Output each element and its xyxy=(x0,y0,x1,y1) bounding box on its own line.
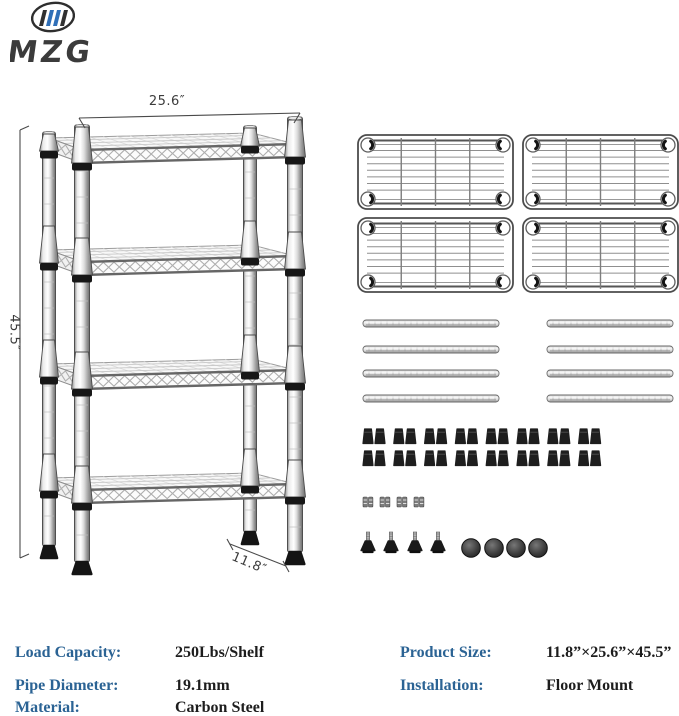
pole-part xyxy=(547,346,673,353)
pole-collar xyxy=(285,232,306,269)
logo-ring-icon xyxy=(30,0,75,34)
sleeve-part xyxy=(394,451,404,466)
sleeve-part xyxy=(498,429,508,444)
sleeve-part xyxy=(579,429,589,444)
dimension-depth-label: 11.8″ xyxy=(229,549,269,578)
pole-ring xyxy=(40,151,58,159)
spec-value-load-capacity: 250Lbs/Shelf xyxy=(175,644,264,661)
spec-label-pipe-diameter: Pipe Diameter: xyxy=(15,677,119,694)
sleeve-part xyxy=(529,451,539,466)
spec-value-material: Carbon Steel xyxy=(175,699,265,716)
sleeve-part xyxy=(425,429,435,444)
sleeve-part xyxy=(560,429,570,444)
brand-logo-icon xyxy=(10,0,110,70)
sleeve-part xyxy=(437,429,447,444)
pole-part xyxy=(363,395,499,402)
pole-ring xyxy=(285,497,305,505)
wire-shelf-part xyxy=(358,218,513,292)
dimension-lines xyxy=(20,113,300,572)
sleeve-part xyxy=(548,429,558,444)
rack-foot xyxy=(73,562,92,574)
sleeve-part xyxy=(591,451,601,466)
rack-foot xyxy=(242,532,258,544)
sleeve-part xyxy=(455,429,465,444)
pole-ring xyxy=(241,486,259,494)
screw-set-part xyxy=(414,497,424,507)
sleeve-part xyxy=(467,429,477,444)
pole-collar xyxy=(72,466,93,503)
sleeve-part xyxy=(467,451,477,466)
wire-shelf-part xyxy=(358,135,513,209)
pole-collar xyxy=(285,120,306,157)
pole-part xyxy=(363,370,499,377)
pole-collar xyxy=(72,352,93,389)
spec-value-pipe-diameter: 19.1mm xyxy=(175,677,230,694)
brand-logo xyxy=(10,0,110,70)
pole-ring xyxy=(285,269,305,277)
spec-label-material: Material: xyxy=(15,699,80,716)
screw-set-part xyxy=(380,497,390,507)
wire-shelf-part xyxy=(523,135,678,209)
sleeve-part xyxy=(437,451,447,466)
sleeve-part xyxy=(529,429,539,444)
foot-cap-part xyxy=(485,539,504,558)
sleeve-part xyxy=(455,451,465,466)
sleeve-part xyxy=(406,451,416,466)
pole-part xyxy=(363,346,499,353)
pole-ring xyxy=(285,157,305,165)
sleeve-part xyxy=(498,451,508,466)
pole-part xyxy=(547,395,673,402)
spec-label-installation: Installation: xyxy=(400,677,484,694)
dimension-height-label: 45.5″ xyxy=(6,314,22,351)
rack-foot xyxy=(286,552,305,564)
leveling-foot-part xyxy=(384,532,398,553)
spec-value-installation: Floor Mount xyxy=(546,677,634,694)
sleeve-part xyxy=(517,451,527,466)
wire-shelf-part xyxy=(523,218,678,292)
sleeve-part xyxy=(517,429,527,444)
spec-value-product-size: 11.8”×25.6”×45.5” xyxy=(546,644,672,661)
parts-panel xyxy=(340,108,679,592)
sleeve-part xyxy=(486,451,496,466)
logo-m-icon xyxy=(39,10,68,26)
sleeve-part xyxy=(548,451,558,466)
screw-set-part xyxy=(397,497,407,507)
dimension-width-label: 25.6″ xyxy=(148,94,186,109)
leveling-foot-part xyxy=(408,532,422,553)
brand-logo-text: MZG xyxy=(10,35,96,70)
sleeve-part xyxy=(375,429,385,444)
pole-ring xyxy=(72,275,92,283)
pole-ring xyxy=(72,163,92,171)
pole-ring xyxy=(40,377,58,385)
pole-collar xyxy=(285,460,306,497)
sleeve-part xyxy=(560,451,570,466)
pole-collar xyxy=(72,127,93,163)
spec-label-product-size: Product Size: xyxy=(400,644,492,661)
sleeve-part xyxy=(425,451,435,466)
foot-cap-part xyxy=(529,539,548,558)
sleeve-part xyxy=(579,451,589,466)
foot-cap-part xyxy=(507,539,526,558)
leveling-foot-part xyxy=(361,532,375,553)
pole-ring xyxy=(40,263,58,271)
pole-collar xyxy=(72,238,93,275)
pole-ring xyxy=(72,503,92,511)
sleeve-part xyxy=(394,429,404,444)
pole-ring xyxy=(40,491,58,499)
pole-part xyxy=(547,320,673,327)
pole-ring xyxy=(285,383,305,391)
pole-ring xyxy=(241,372,259,380)
rack-foot xyxy=(41,546,57,558)
pole-ring xyxy=(241,146,259,154)
sleeve-part xyxy=(363,429,373,444)
sleeve-part xyxy=(406,429,416,444)
spec-label-load-capacity: Load Capacity: xyxy=(15,644,122,661)
sleeve-part xyxy=(363,451,373,466)
sleeve-part xyxy=(486,429,496,444)
pole-part xyxy=(363,320,499,327)
foot-cap-part xyxy=(462,539,481,558)
sleeve-part xyxy=(591,429,601,444)
leveling-foot-part xyxy=(431,532,445,553)
sleeve-part xyxy=(375,451,385,466)
pole-ring xyxy=(241,258,259,266)
pole-collar xyxy=(285,346,306,383)
shelving-rack-illustration xyxy=(0,88,340,600)
screw-set-part xyxy=(363,497,373,507)
pole-ring xyxy=(72,389,92,397)
pole-part xyxy=(547,370,673,377)
